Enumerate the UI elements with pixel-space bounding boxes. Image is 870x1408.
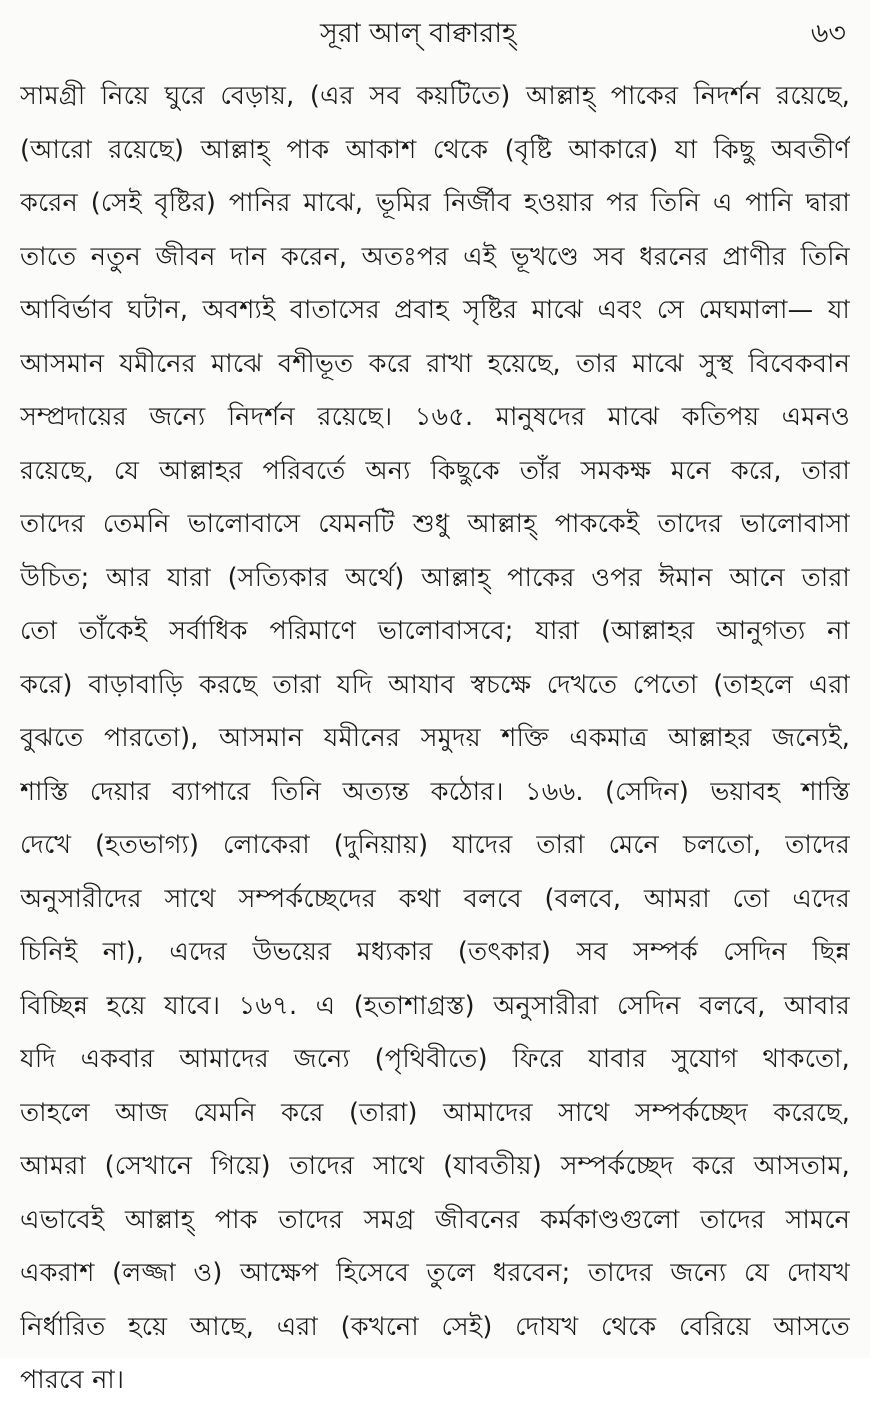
text-line: বুঝতে পারতো), আসমান যমীনের সমুদয় শক্তি একমাত্র আল্লাহর জন্যেই,	[20, 723, 850, 753]
text-line: করেন (সেই বৃষ্টির) পানির মাঝে, ভূমির নির্জীব হওয়ার পর তিনি এ পানি দ্বারা	[20, 188, 850, 218]
page-header	[0, 8, 870, 58]
text-line: উচিত; আর যারা (সত্যিকার অর্থে) আল্লাহ্ পাকের ওপর ঈমান আনে তারা	[20, 562, 850, 593]
text-line: তাহলে আজ যেমনি করে (তারা) আমাদের সাথে সম্পর্কচ্ছেদ করেছে,	[20, 1097, 850, 1128]
text-line: এভাবেই আল্লাহ্ পাক তাদের সমগ্র জীবনের কর্মকাণ্ডগুলো তাদের সামনে	[20, 1204, 850, 1235]
text-line: চিনিই না), এদের উভয়ের মধ্যকার (তৎকার) সব সম্পর্ক সেদিন ছিন্ন	[20, 937, 850, 967]
text-line: সামগ্রী নিয়ে ঘুরে বেড়ায়, (এর সব কয়টিতে) আল্লাহ্ পাকের নিদর্শন রয়েছে,	[20, 81, 850, 111]
text-line: অনুসারীদের সাথে সম্পর্কচ্ছেদের কথা বলবে (বলবে, আমরা তো এদের	[20, 883, 850, 914]
text-line: তো তাঁকেই সর্বাধিক পরিমাণে ভালোবাসবে; যারা (আল্লাহর আনুগত্য না	[20, 616, 850, 646]
text-line: পারবে না।	[20, 1365, 125, 1395]
text-line: একরাশ (লজ্জা ও) আক্ষেপ হিসেবে তুলে ধরবেন; তাদের জন্যে যে দোযখ	[20, 1258, 850, 1288]
text-line: যদি একবার আমাদের জন্যে (পৃথিবীতে) ফিরে যাবার সুযোগ থাকতো,	[20, 1044, 850, 1074]
text-line: নির্ধারিত হয়ে আছে, এরা (কখনো সেই) দোযখ থেকে বেরিয়ে আসতে	[20, 1311, 850, 1342]
text-line: দেখে (হতভাগ্য) লোকেরা (দুনিয়ায়) যাদের তারা মেনে চলতো, তাদের	[20, 830, 850, 860]
running-title: সূরা আল্ বাক্বারাহ্	[320, 18, 517, 49]
text-line: আবির্ভাব ঘটান, অবশ্যই বাতাসের প্রবাহ সৃষ্টির মাঝে এবং সে মেঘমালা— যা	[20, 295, 850, 325]
text-line: আসমান যমীনের মাঝে বশীভূত করে রাখা হয়েছে, তার মাঝে সুস্থ বিবেকবান	[20, 348, 850, 379]
text-line: আমরা (সেখানে গিয়ে) তাদের সাথে (যাবতীয়) সম্পর্কচ্ছেদ করে আসতাম,	[20, 1151, 850, 1181]
text-line: বিচ্ছিন্ন হয়ে যাবে। ১৬৭. এ (হতাশাগ্রস্ত) অনুসারীরা সেদিন বলবে, আবার	[20, 990, 850, 1021]
text-line: (আরো রয়েছে) আল্লাহ্ পাক আকাশ থেকে (বৃষ্টি আকারে) যা কিছু অবতীর্ণ	[20, 134, 850, 165]
body-text	[20, 70, 850, 1408]
text-line: সম্প্রদায়ের জন্যে নিদর্শন রয়েছে। ১৬৫. মানুষদের মাঝে কতিপয় এমনও	[20, 402, 850, 432]
text-line: রয়েছে, যে আল্লাহর পরিবর্তে অন্য কিছুকে তাঁর সমকক্ষ মনে করে, তারা	[20, 455, 850, 486]
text-line: তাতে নতুন জীবন দান করেন, অতঃপর এই ভূখণ্ডে সব ধরনের প্রাণীর তিনি	[20, 241, 850, 272]
text-line: শাস্তি দেয়ার ব্যাপারে তিনি অত্যন্ত কঠোর। ১৬৬. (সেদিন) ভয়াবহ শাস্তি	[20, 776, 850, 807]
page-number: ৬৩	[810, 18, 846, 49]
text-line: করে) বাড়াবাড়ি করছে তারা যদি আযাব স্বচক্ষে দেখতে পেতো (তাহলে এরা	[20, 669, 850, 700]
text-line: তাদের তেমনি ভালোবাসে যেমনটি শুধু আল্লাহ্ পাককেই তাদের ভালোবাসা	[20, 509, 850, 539]
